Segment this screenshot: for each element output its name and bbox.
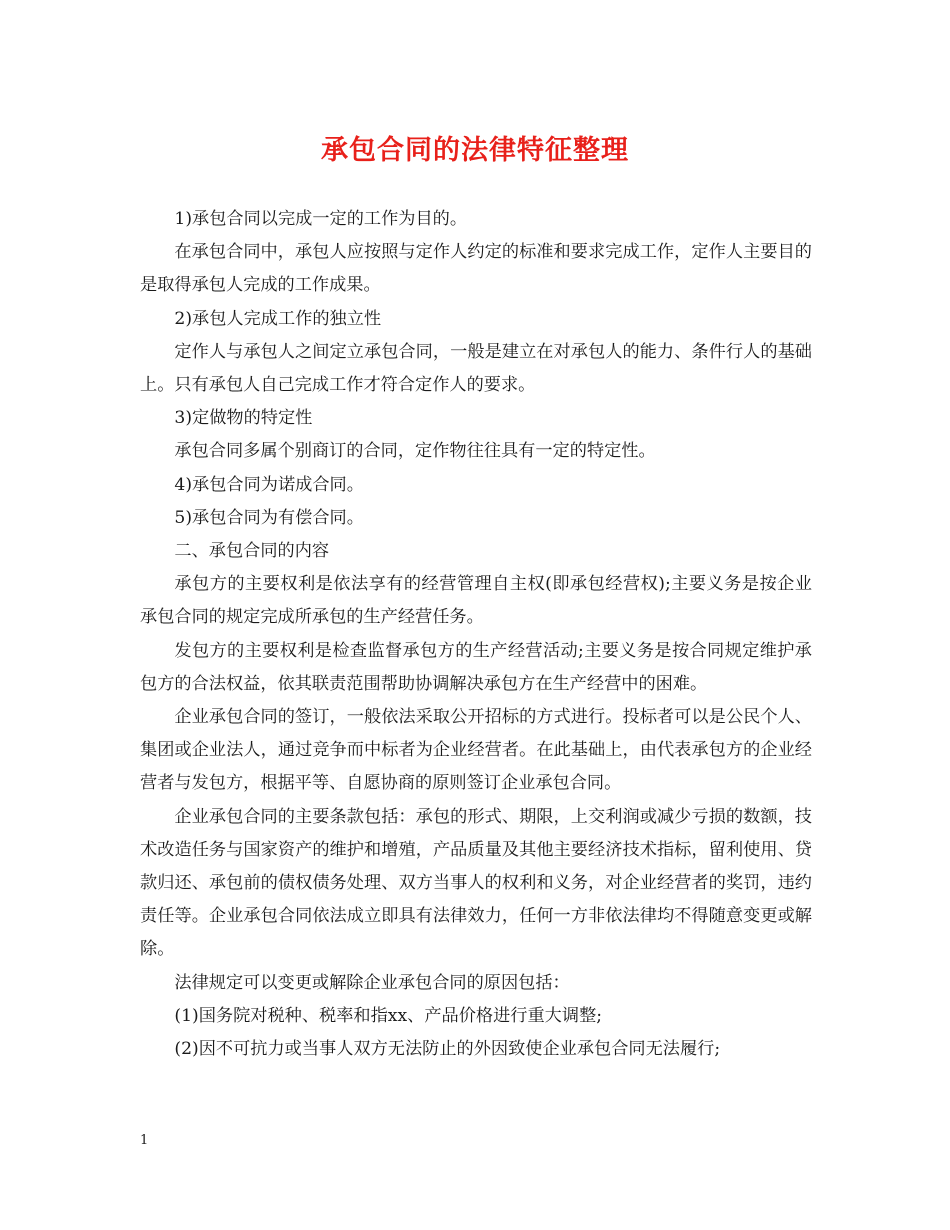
section-heading: 二、承包合同的内容 [174,541,330,562]
paragraph: (1)国务院对税种、税率和指xx、产品价格进行重大调整; [174,1005,603,1026]
document-title: 承包合同的法律特征整理 [321,135,629,166]
paragraph: 发包方的主要权利是检查监督承包方的生产经营活动;主要义务是按合同规定维护承包方的合法权益，依其联责范围帮助协调解决承包方在生产经营中的困难。 [140,640,812,694]
paragraph: 3)定做物的特定性 [174,408,313,429]
paragraph: 企业承包合同的签订，一般依法采取公开招标的方式进行。投标者可以是公民个人、集团或企业法人，通过竞争而中标者为企业经营者。在此基础上，由代表承包方的企业经营者与发包方，根据平等、自愿协商的原则签订企业承包合同。 [140,707,812,794]
paragraph: 承包方的主要权利是依法享有的经营管理自主权(即承包经营权);主要义务是按企业承包合同的规定完成所承包的生产经营任务。 [140,574,812,628]
paragraph: 企业承包合同的主要条款包括：承包的形式、期限，上交利润或减少亏损的数额，技术改造任务与国家资产的维护和增殖，产品质量及其他主要经济技术指标，留利使用、贷款归还、承包前的债权债务处理、双方当事人的权利和义务，对企业经营者的奖罚，违约责任等。企业承包合同依法成立即具有法律效力，任何一方非依法律均不得随意变更或解除。 [140,806,812,960]
page-number: 1 [140,1133,149,1148]
paragraph: 定作人与承包人之间定立承包合同，一般是建立在对承包人的能力、条件行人的基础上。只有承包人自己完成工作才符合定作人的要求。 [140,341,812,396]
paragraph: 4)承包合同为诺成合同。 [174,474,364,495]
paragraph: 2)承包人完成工作的独立性 [174,308,382,329]
paragraph: 5)承包合同为有偿合同。 [174,507,364,528]
paragraph: 1)承包合同以完成一定的工作为目的。 [174,209,468,229]
paragraph: 在承包合同中，承包人应按照与定作人约定的标准和要求完成工作，定作人主要目的是取得承包人完成的工作成果。 [140,242,812,296]
document-body [140,203,812,1066]
paragraph: 承包合同多属个别商订的合同，定作物往往具有一定的特定性。 [174,441,656,462]
paragraph: 法律规定可以变更或解除企业承包合同的原因包括： [174,972,570,993]
paragraph: (2)因不可抗力或当事人双方无法防止的外因致使企业承包合同无法履行; [174,1039,721,1060]
